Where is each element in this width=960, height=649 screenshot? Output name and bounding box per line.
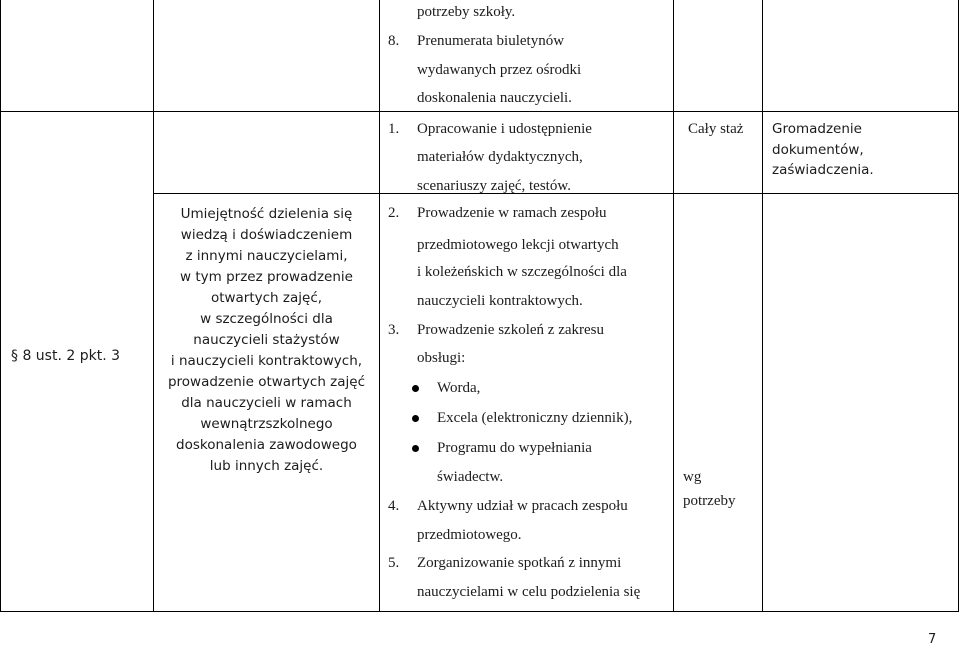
task-text: nauczycieli kontraktowych. bbox=[417, 293, 583, 309]
task-continuation: potrzeby szkoły. bbox=[417, 4, 516, 20]
column-divider-2 bbox=[379, 0, 380, 612]
task-text: wydawanych przez ośrodki bbox=[417, 62, 582, 78]
task-text: Prenumerata biuletynów bbox=[417, 33, 565, 49]
competence-line: wiedzą i doświadczeniem bbox=[180, 227, 353, 243]
task-text: przedmiotowego lekcji otwartych bbox=[417, 237, 619, 253]
competence-line: prowadzenie otwartych zajęć bbox=[167, 374, 366, 390]
timeline-full-internship: Cały staż bbox=[688, 121, 744, 137]
evidence-text: Gromadzenie bbox=[772, 121, 862, 137]
timeline-as-needed: wg bbox=[683, 469, 702, 485]
task-number: 2. bbox=[388, 205, 400, 221]
competence-line: i nauczycieli kontraktowych, bbox=[170, 353, 363, 369]
task-text: Prowadzenie szkoleń z zakresu bbox=[417, 322, 605, 338]
task-text: scenariuszy zajęć, testów. bbox=[417, 178, 571, 194]
task-text: obsługi: bbox=[417, 350, 466, 366]
task-text: nauczycielami w celu podzielenia się bbox=[417, 584, 641, 600]
task-number: 5. bbox=[388, 555, 400, 571]
bullet-dot-icon bbox=[412, 415, 419, 422]
timeline-as-needed: potrzeby bbox=[683, 493, 736, 509]
task-text: Prowadzenie w ramach zespołu bbox=[417, 205, 607, 221]
competence-line: lub innych zajęć. bbox=[209, 458, 324, 474]
competence-line: dla nauczycieli w ramach bbox=[181, 395, 352, 411]
table-border-left bbox=[0, 0, 1, 612]
evidence-text: dokumentów, bbox=[772, 142, 864, 158]
task-number: 3. bbox=[388, 322, 400, 338]
column-divider-4 bbox=[762, 0, 763, 612]
task-number: 1. bbox=[388, 121, 400, 137]
table-border-bottom bbox=[0, 611, 959, 612]
task-number: 4. bbox=[388, 498, 400, 514]
table-border-right bbox=[958, 0, 959, 612]
bullet-continuation: świadectw. bbox=[437, 469, 504, 485]
task-text: doskonalenia nauczycieli. bbox=[417, 90, 572, 106]
bullet-dot-icon bbox=[412, 445, 419, 452]
competence-line: wewnątrzszkolnego bbox=[200, 416, 333, 432]
bullet-item: Excela (elektroniczny dziennik), bbox=[437, 410, 633, 426]
legal-reference: § 8 ust. 2 pkt. 3 bbox=[11, 348, 121, 364]
task-text: Opracowanie i udostępnienie bbox=[417, 121, 592, 137]
task-text: Zorganizowanie spotkań z innymi bbox=[417, 555, 622, 571]
page-number: 7 bbox=[928, 632, 937, 647]
task-text: materiałów dydaktycznych, bbox=[417, 149, 583, 165]
competence-line: otwartych zajęć, bbox=[210, 290, 323, 306]
task-number: 8. bbox=[388, 33, 400, 49]
competence-line: w szczególności dla bbox=[200, 311, 333, 327]
competence-line: w tym przez prowadzenie bbox=[180, 269, 353, 285]
bullet-item: Programu do wypełniania bbox=[437, 440, 592, 456]
column-divider-3 bbox=[673, 0, 674, 612]
competence-line: doskonalenia zawodowego bbox=[176, 437, 357, 453]
task-text: Aktywny udział w pracach zespołu bbox=[417, 498, 628, 514]
bullet-item: Worda, bbox=[437, 380, 481, 396]
task-text: i koleżeńskich w szczególności dla bbox=[417, 264, 627, 280]
evidence-text: zaświadczenia. bbox=[772, 162, 874, 178]
row-divider-1 bbox=[0, 111, 959, 112]
competence-line: z innymi nauczycielami, bbox=[185, 248, 348, 264]
competence-description bbox=[154, 205, 379, 475]
competence-line: Umiejętność dzielenia się bbox=[180, 206, 353, 222]
task-text: przedmiotowego. bbox=[417, 527, 522, 543]
bullet-dot-icon bbox=[412, 385, 419, 392]
competence-line: nauczycieli stażystów bbox=[193, 332, 340, 348]
